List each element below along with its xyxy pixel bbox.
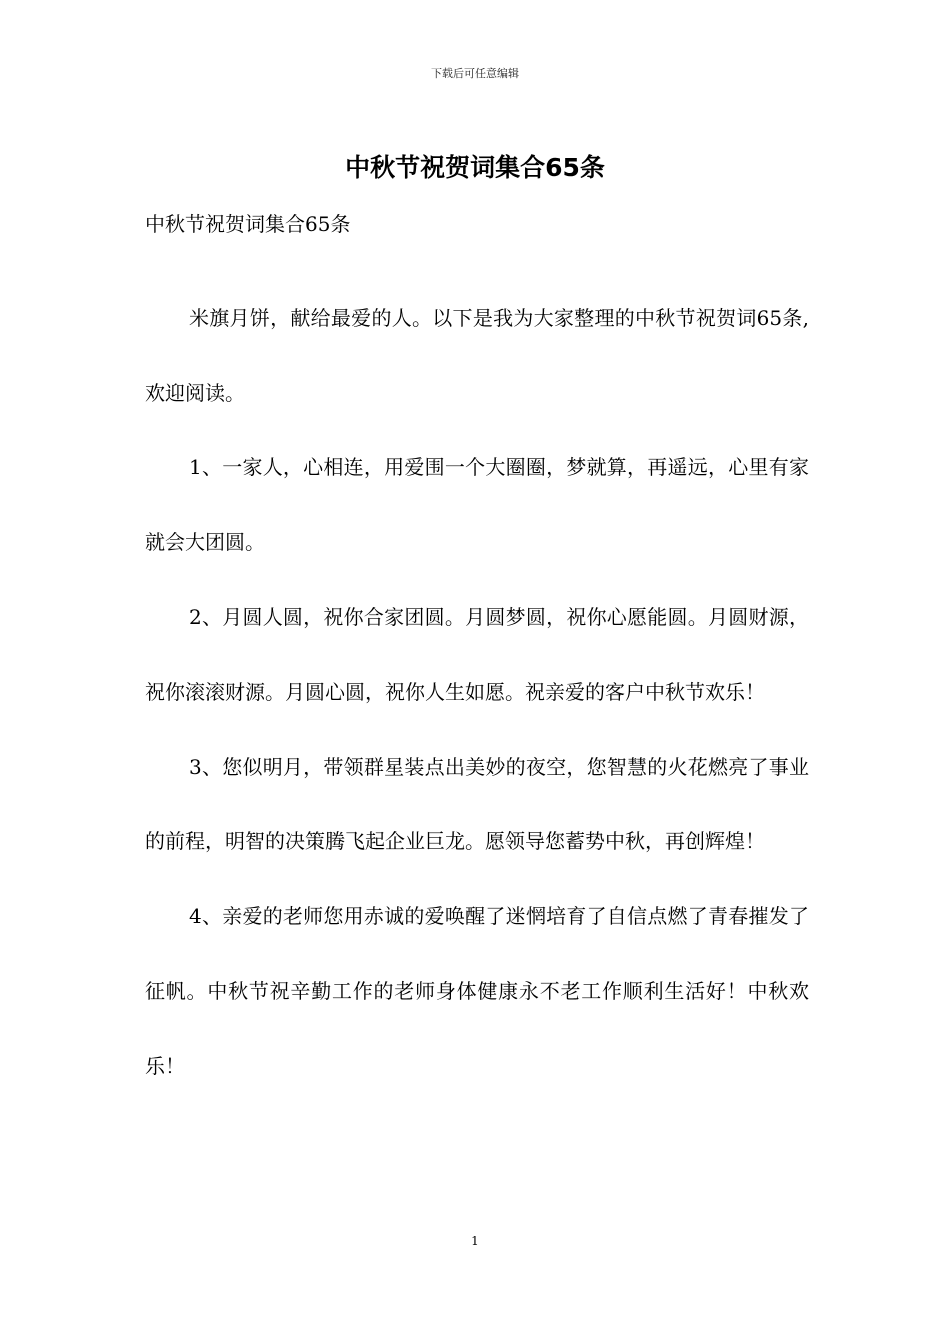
document-title: 中秋节祝贺词集合65条 xyxy=(345,153,605,182)
document-subtitle: 中秋节祝贺词集合65条 xyxy=(145,212,351,236)
paragraph-item-2: 2、月圆人圆，祝你合家团圆。月圆梦圆，祝你心愿能圆。月圆财源，祝你滚滚财源。月圆心圆，祝你人生如愿。祝亲爱的客户中秋节欢乐！ xyxy=(145,604,809,704)
paragraph-item-4: 4、亲爱的老师您用赤诚的爱唤醒了迷惘培育了自信点燃了青春摧发了征帆。中秋节祝辛勤工作的老师身体健康永不老工作顺利生活好！中秋欢乐！ xyxy=(145,904,809,1078)
paragraph-item-1: 1、一家人，心相连，用爱围一个大圈圈，梦就算，再遥远，心里有家就会大团圆。 xyxy=(145,455,809,555)
paragraph-item-3: 3、您似明月，带领群星装点出美妙的夜空，您智慧的火花燃亮了事业的前程，明智的决策腾飞起企业巨龙。愿领导您蓄势中秋，再创辉煌！ xyxy=(145,754,809,854)
page-number: 1 xyxy=(471,1234,479,1248)
paragraph-intro: 米旗月饼，献给最爱的人。以下是我为大家整理的中秋节祝贺词65条,欢迎阅读。 xyxy=(145,305,809,405)
header-note: 下载后可任意编辑 xyxy=(431,67,519,80)
document-body xyxy=(145,206,809,1104)
